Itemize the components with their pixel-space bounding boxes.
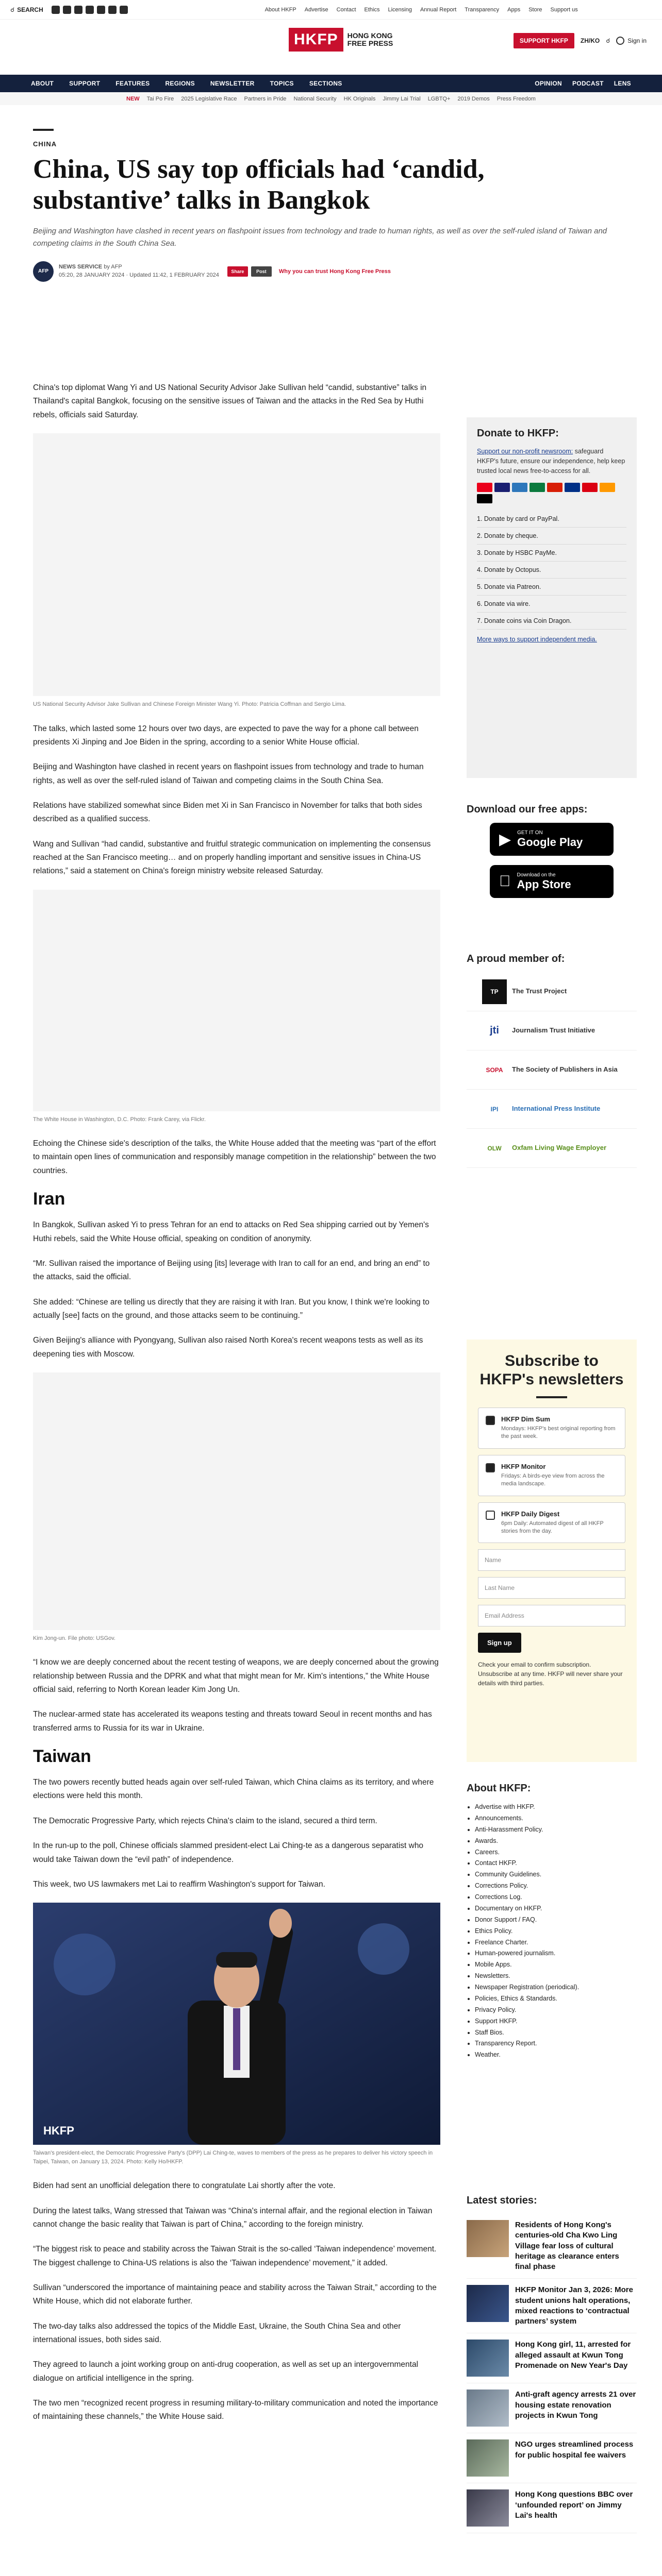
article-image (33, 433, 440, 696)
newsletter-option[interactable]: HKFP Daily Digest 6pm Daily: Automated digest of all HKFP stories from the day. (478, 1502, 625, 1544)
ipi-logo: IPI (490, 1105, 499, 1113)
photo-kim (33, 1372, 440, 1630)
photo-diplomats (33, 433, 440, 696)
article-paragraph: Given Beijing's alliance with Pyongyang, Sullivan also raised North Korea's recent weapons tests as well as its deepening ties with Moscow. (33, 1336, 423, 1359)
nav-item[interactable]: TOPICS (270, 80, 294, 87)
nav-item[interactable]: NEWSLETTER (210, 80, 255, 87)
newsletter-option[interactable]: HKFP Dim Sum Mondays: HKFP's best original reporting from the past week. (478, 1408, 625, 1449)
avatar: AFP (33, 261, 54, 282)
about-link[interactable]: • Weather. (475, 2049, 637, 2061)
photo-watermark: HKFP (43, 2124, 74, 2138)
story-thumbnail (467, 2285, 509, 2322)
about-link[interactable]: • Careers. (475, 1847, 637, 1858)
story-item[interactable]: Hong Kong questions BBC over ‘unfounded report’ on Jimmy Lai's health (467, 2483, 637, 2533)
instagram-icon[interactable] (74, 6, 82, 14)
language-switch[interactable]: ZH/KO (580, 37, 600, 44)
top-link[interactable]: Apps (507, 6, 521, 13)
about-title: About HKFP: (467, 1783, 531, 1794)
logo-line: HONG KONG (347, 31, 393, 40)
jcb-icon (529, 483, 545, 492)
checkbox[interactable] (486, 1416, 495, 1425)
article-title: China, US say top officials had ‘candid, substantive’ talks in Bangkok (33, 155, 485, 215)
article-paragraph: Sullivan “underscored the importance of maintaining peace and stability across the Taiwan Strait,” according to the White House, which did not elaborate further. (33, 2283, 437, 2306)
google-play-badge[interactable]: ▶ GET IT ON Google Play (490, 823, 614, 856)
app-store-badge[interactable]: Download on the App Store (490, 865, 614, 898)
member-item[interactable]: TP The Trust Project (467, 972, 637, 1011)
about-link[interactable]: • Corrections Log. (475, 1892, 637, 1903)
donate-option[interactable]: 6. Donate via wire. (477, 596, 626, 613)
about-link[interactable]: • Ethics Policy. (475, 1926, 637, 1937)
top-link[interactable]: Licensing (388, 6, 412, 13)
trending-item[interactable]: LGBTQ+ (427, 96, 451, 102)
article-paragraph: Beijing and Washington have clashed in recent years on flashpoint issues from technology and trade to human rights, as well as over the self-ruled island of Taiwan and competing claims in the South China Sea. (33, 762, 424, 785)
youtube-icon[interactable] (97, 6, 105, 14)
email-icon[interactable] (120, 6, 128, 14)
story-thumbnail (467, 2439, 509, 2477)
top-link[interactable]: Transparency (465, 6, 500, 13)
top-link[interactable]: About HKFP (264, 6, 296, 13)
newsletter-note: Check your email to confirm subscription. Unsubscribe at any time. HKFP will never share your details with third parties. (478, 1661, 623, 1687)
member-title: A proud member of: (467, 953, 565, 964)
donate-title: Donate to HKFP: (477, 428, 559, 439)
story-thumbnail (467, 2389, 509, 2427)
section-heading: Iran (33, 1189, 65, 1209)
article-paragraph: The two men “recognized recent progress in resuming military-to-military communication and noted the importance of maintaining these channels,” the White House said. (33, 2398, 438, 2421)
top-link[interactable]: Annual Report (420, 6, 457, 13)
search-button[interactable]: ☌ SEARCH (10, 6, 43, 13)
social-links (52, 6, 128, 14)
threads-icon[interactable] (86, 6, 94, 14)
about-link[interactable]: • Newsletters. (475, 1971, 637, 1982)
top-link[interactable]: Advertise (304, 6, 328, 13)
member-item[interactable]: SOPA The Society of Publishers in Asia (467, 1050, 637, 1090)
article-paragraph: “The biggest risk to peace and stability across the Taiwan Strait is the so-called ‘Taiwan independence’ movement. The biggest challenge to China-US relations is also the ‘Taiwan independence’ movement,” it added. (33, 2245, 437, 2267)
article-category[interactable]: CHINA (33, 140, 57, 148)
email-field[interactable]: Email Address (478, 1605, 625, 1626)
latest-title: Latest stories: (467, 2195, 537, 2206)
article-paragraph: Wang and Sullivan “had candid, substantive and fruitful strategic communication on implementing the consensus reached at the San Francisco meeting… and on properly handling important and sensitive issues in China-US relations,” said a statement on China's foreign ministry website released Saturday. (33, 839, 431, 876)
donate-option[interactable]: 2. Donate by cheque. (477, 528, 626, 545)
donate-intro: safeguard HKFP's future, ensure our independence, help keep trusted local news free-to-access for all. (477, 448, 625, 474)
trending-item[interactable]: Partners in Pride (244, 96, 287, 102)
section-heading: Taiwan (33, 1747, 91, 1767)
applepay-icon (477, 494, 492, 503)
unionpay-icon (547, 483, 562, 492)
apps-section (467, 804, 637, 907)
article-paragraph: Relations have stabilized somewhat since Biden met Xi in San Francisco in November for talks that both sides described as a qualified success. (33, 801, 422, 824)
donate-option[interactable]: 7. Donate coins via Coin Dragon. (477, 613, 626, 630)
about-link[interactable]: • Transparency Report. (475, 2038, 637, 2049)
newsletter-title: Subscribe to HKFP's newsletters (479, 1352, 624, 1388)
about-link[interactable]: • Donor Support / FAQ. (475, 1914, 637, 1926)
share-facebook-button[interactable]: Share (227, 266, 248, 277)
apps-title: Download our free apps: (467, 804, 588, 815)
apple-icon (499, 873, 511, 890)
article-image (33, 890, 440, 1111)
trending-bar (0, 93, 662, 105)
trending-item[interactable]: 2025 Legislative Race (181, 96, 237, 102)
article-subtitle: Beijing and Washington have clashed in recent years on flashpoint issues from technology and trade to human rights, as well as over the self-ruled island of Taiwan and competing claims in the South China Sea. (33, 226, 607, 248)
checkbox[interactable] (486, 1463, 495, 1472)
about-link[interactable]: • Human-powered journalism. (475, 1948, 637, 1959)
article-paragraph: In the run-up to the poll, Chinese officials slammed president-elect Lai Ching-te as a dangerous separatist who would take Taiwan down the “evil path” of independence. (33, 1841, 424, 1864)
first-name-field[interactable]: Name (478, 1549, 625, 1571)
trending-label: NEW (126, 96, 140, 102)
trust-project-logo: TP (482, 979, 507, 1004)
search-icon: ☌ (10, 6, 15, 13)
donate-box (467, 417, 637, 778)
top-link[interactable]: Contact (336, 6, 356, 13)
nav-item[interactable]: REGIONS (165, 80, 195, 87)
hkfp-logo[interactable] (289, 28, 393, 52)
sopa-logo: SOPA (486, 1066, 503, 1074)
story-thumbnail (467, 2340, 509, 2377)
nav-item[interactable]: PODCAST (572, 80, 604, 87)
support-button[interactable]: SUPPORT HKFP (514, 33, 574, 48)
x-icon[interactable] (52, 6, 60, 14)
sign-in-button[interactable]: Sign in (616, 37, 647, 45)
publish-dates: 05:20, 28 JANUARY 2024 · Updated 11:42, 1 FEBRUARY 2024 (59, 272, 219, 278)
article-paragraph: “Mr. Sullivan raised the importance of Beijing using [its] leverage with Iran to call for an end, and bring an end” to the attacks, said the official. (33, 1259, 430, 1282)
oxfam-logo: OLW (487, 1144, 502, 1152)
article-paragraph: During the latest talks, Wang stressed that Taiwan was “China's internal affair, and the regional election in Taiwan cannot change the basic reality that Taiwan is part of China,” according to the foreign ministry. (33, 2206, 433, 2229)
top-link[interactable]: Store (528, 6, 542, 13)
about-link[interactable]: • Contact HKFP. (475, 1858, 637, 1869)
about-link[interactable]: • Privacy Policy. (475, 2005, 637, 2016)
about-link[interactable]: • Mobile Apps. (475, 1959, 637, 1971)
about-link[interactable]: • Community Guidelines. (475, 1869, 637, 1880)
article-body (33, 381, 440, 2435)
trending-item[interactable]: Press Freedom (496, 96, 536, 102)
share-x-button[interactable]: Post (251, 266, 272, 277)
article-paragraph: They agreed to launch a joint working group on anti-drug cooperation, as well as set up an intergovernmental dialogue on artificial intelligence in the spring. (33, 2360, 419, 2383)
member-item[interactable]: IPI International Press Institute (467, 1090, 637, 1129)
search-icon[interactable]: ☌ (606, 37, 610, 44)
newsletter-box (467, 1340, 637, 1762)
top-link[interactable]: Support us (550, 6, 578, 13)
last-name-field[interactable]: Last Name (478, 1577, 625, 1599)
visa-icon (494, 483, 510, 492)
trust-link[interactable]: Why you can trust Hong Kong Free Press (278, 268, 391, 275)
about-link[interactable]: • Corrections Policy. (475, 1880, 637, 1892)
paypal-icon (565, 483, 580, 492)
article-image (33, 1372, 440, 1630)
play-icon: ▶ (499, 831, 511, 848)
octopus-icon (600, 483, 615, 492)
image-caption: The White House in Washington, D.C. Photo: Frank Carey, via Flickr. (33, 1116, 206, 1123)
top-links (265, 7, 578, 13)
article-image (33, 1903, 440, 2145)
article-paragraph: The nuclear-armed state has accelerated its weapons testing and threats toward Seoul in recent months and has transferred arms to Russia for its war in Ukraine. (33, 1710, 432, 1733)
donate-option[interactable]: 5. Donate via Patreon. (477, 579, 626, 596)
author-name[interactable]: NEWS SERVICE (59, 264, 103, 270)
utility-bar (0, 0, 662, 20)
trending-item[interactable]: 2019 Demos (457, 96, 490, 102)
story-item[interactable]: Anti-graft agency arrests 21 over housing estate renovation projects in Kwun Tong (467, 2383, 637, 2433)
facebook-icon[interactable] (63, 6, 71, 14)
divider (33, 129, 54, 131)
about-link[interactable]: • Anti-Harassment Policy. (475, 1824, 637, 1836)
byline (33, 261, 626, 282)
nav-item[interactable]: SECTIONS (309, 80, 342, 87)
image-caption: US National Security Advisor Jake Sullivan and Chinese Foreign Minister Wang Yi. Photo: Patricia Coffman and Sergio Lima. (33, 701, 346, 708)
photo-white-house (33, 890, 440, 1111)
nav-item[interactable]: LENS (614, 80, 631, 87)
newsletter-option[interactable]: HKFP Monitor Fridays: A birds-eye view from across the media landscape. (478, 1455, 625, 1496)
telegram-icon[interactable] (108, 6, 117, 14)
jti-logo: jti (490, 1025, 499, 1036)
trending-item[interactable]: Jimmy Lai Trial (383, 96, 421, 102)
amex-icon (512, 483, 527, 492)
article-paragraph: The Democratic Progressive Party, which rejects China's claim to the island, secured a third term. (33, 1816, 377, 1825)
member-section (467, 953, 637, 1168)
trending-item[interactable]: Tai Po Fire (146, 96, 174, 102)
about-link[interactable]: • Documentary on HKFP. (475, 1903, 637, 1914)
article-paragraph: This week, two US lawmakers met Lai to reaffirm Washington's support for Taiwan. (33, 1879, 325, 1889)
photo-lai-ching-te (33, 1903, 440, 2145)
masthead (0, 20, 662, 81)
story-thumbnail (467, 2489, 509, 2527)
donate-option[interactable]: 1. Donate by card or PayPal. (477, 511, 626, 528)
mastercard-icon (477, 483, 492, 492)
payment-methods (477, 483, 626, 503)
story-item[interactable]: Residents of Hong Kong's centuries-old Cha Kwo Ling Village fear loss of cultural heritage as clearance enters final phase (467, 2214, 637, 2279)
article-paragraph: China's top diplomat Wang Yi and US National Security Advisor Jake Sullivan held “candid, substantive” talks in Thailand's capital Bangkok, focusing on the sensitive issues of Taiwan and the attacks in the Red Sea by Huthi rebels, officials said Saturday. (33, 383, 427, 419)
top-link[interactable]: Ethics (364, 6, 380, 13)
image-caption: Kim Jong-un. File photo: USGov. (33, 1635, 115, 1641)
trending-item[interactable]: National Security (293, 96, 337, 102)
nav-item[interactable]: OPINION (535, 80, 562, 87)
checkbox[interactable] (486, 1511, 495, 1520)
article-paragraph: “I know we are deeply concerned about the recent testing of weapons, we are deeply concerned about the growing relationship between Russia and the DPRK and what that might mean for Mr. Kim's intentions,” the White House official said, referring to North Korean leader Kim Jong Un. (33, 1658, 439, 1694)
share-buttons (227, 266, 391, 277)
about-link[interactable]: • Awards. (475, 1836, 637, 1847)
logo-line: FREE PRESS (347, 39, 393, 47)
donate-option[interactable]: 4. Donate by Octopus. (477, 562, 626, 579)
nav-item[interactable]: SUPPORT (69, 80, 101, 87)
about-link[interactable]: • Support HKFP. (475, 2016, 637, 2027)
sign-up-button[interactable]: Sign up (478, 1633, 521, 1653)
about-section (467, 1783, 637, 2061)
member-item[interactable]: jti Journalism Trust Initiative (467, 1011, 637, 1050)
article-paragraph: Biden had sent an unofficial delegation there to congratulate Lai shortly after the vote. (33, 2181, 336, 2191)
story-item[interactable]: NGO urges streamlined process for public hospital fee waivers (467, 2433, 637, 2483)
article-paragraph: The talks, which lasted some 12 hours over two days, are expected to pave the way for a phone call between presidents Xi Jinping and Joe Biden in the spring, according to a senior White House official. (33, 724, 419, 747)
logo-mark: HKFP (289, 28, 343, 52)
divider (536, 1396, 567, 1398)
article-paragraph: She added: “Chinese are telling us directly that they are raising it with Iran. But you know, I think we're looking to actually [see] facts on the ground, and those attacks seem to be continuing.” (33, 1297, 429, 1320)
author-agency: by AFP (104, 264, 122, 270)
support-link[interactable]: Support our non-profit newsroom: (477, 448, 573, 455)
payme-icon (582, 483, 598, 492)
image-caption: Taiwan's president-elect, the Democratic Progressive Party's (DPP) Lai Ching-te, waves to members of the press as he prepares to deliver his victory speech in Taipei, Taiwan, on January 13, 2024. Photo: Kelly Ho/HKFP. (33, 2150, 433, 2165)
user-icon (616, 37, 624, 45)
about-link[interactable]: • Advertise with HKFP. (475, 1802, 637, 1813)
article-paragraph: The two powers recently butted heads again over self-ruled Taiwan, which China claims as its territory, and where elections were held this month. (33, 1778, 434, 1801)
donate-option[interactable]: 3. Donate by HSBC PayMe. (477, 545, 626, 562)
member-item[interactable]: OLW Oxfam Living Wage Employer (467, 1129, 637, 1168)
about-link[interactable]: • Announcements. (475, 1813, 637, 1824)
latest-stories (467, 2195, 637, 2533)
article-paragraph: The two-day talks also addressed the topics of the Middle East, Ukraine, the South China Sea and other international issues, both sides said. (33, 2321, 401, 2344)
about-link[interactable]: • Policies, Ethics & Standards. (475, 1993, 637, 2005)
about-link[interactable]: • Freelance Charter. (475, 1937, 637, 1948)
nav-item[interactable]: ABOUT (31, 80, 54, 87)
story-item[interactable]: Hong Kong girl, 11, arrested for alleged assault at Kwun Tong Promenade on New Year's Day (467, 2333, 637, 2383)
main-nav (0, 75, 662, 92)
about-link[interactable]: • Newspaper Registration (periodical). (475, 1982, 637, 1993)
more-ways-link[interactable]: More ways to support independent media. (477, 636, 597, 643)
story-item[interactable]: HKFP Monitor Jan 3, 2026: More student unions halt operations, mixed reactions to ‘contractual partners’ system (467, 2279, 637, 2333)
article-paragraph: In Bangkok, Sullivan asked Yi to press Tehran for an end to attacks on Red Sea shipping carried out by Yemen's Huthi rebels, said the White House official, speaking on condition of anonymity. (33, 1221, 429, 1243)
article-header (33, 129, 626, 282)
article-paragraph: Echoing the Chinese side's description of the talks, the White House added that the meeting was “part of the effort to maintain open lines of communication and responsibly manage competition in the relationship” between the two countries. (33, 1139, 436, 1175)
trending-item[interactable]: HK Originals (343, 96, 376, 102)
about-link[interactable]: • Staff Bios. (475, 2027, 637, 2039)
nav-item[interactable]: FEATURES (115, 80, 150, 87)
story-thumbnail (467, 2220, 509, 2257)
